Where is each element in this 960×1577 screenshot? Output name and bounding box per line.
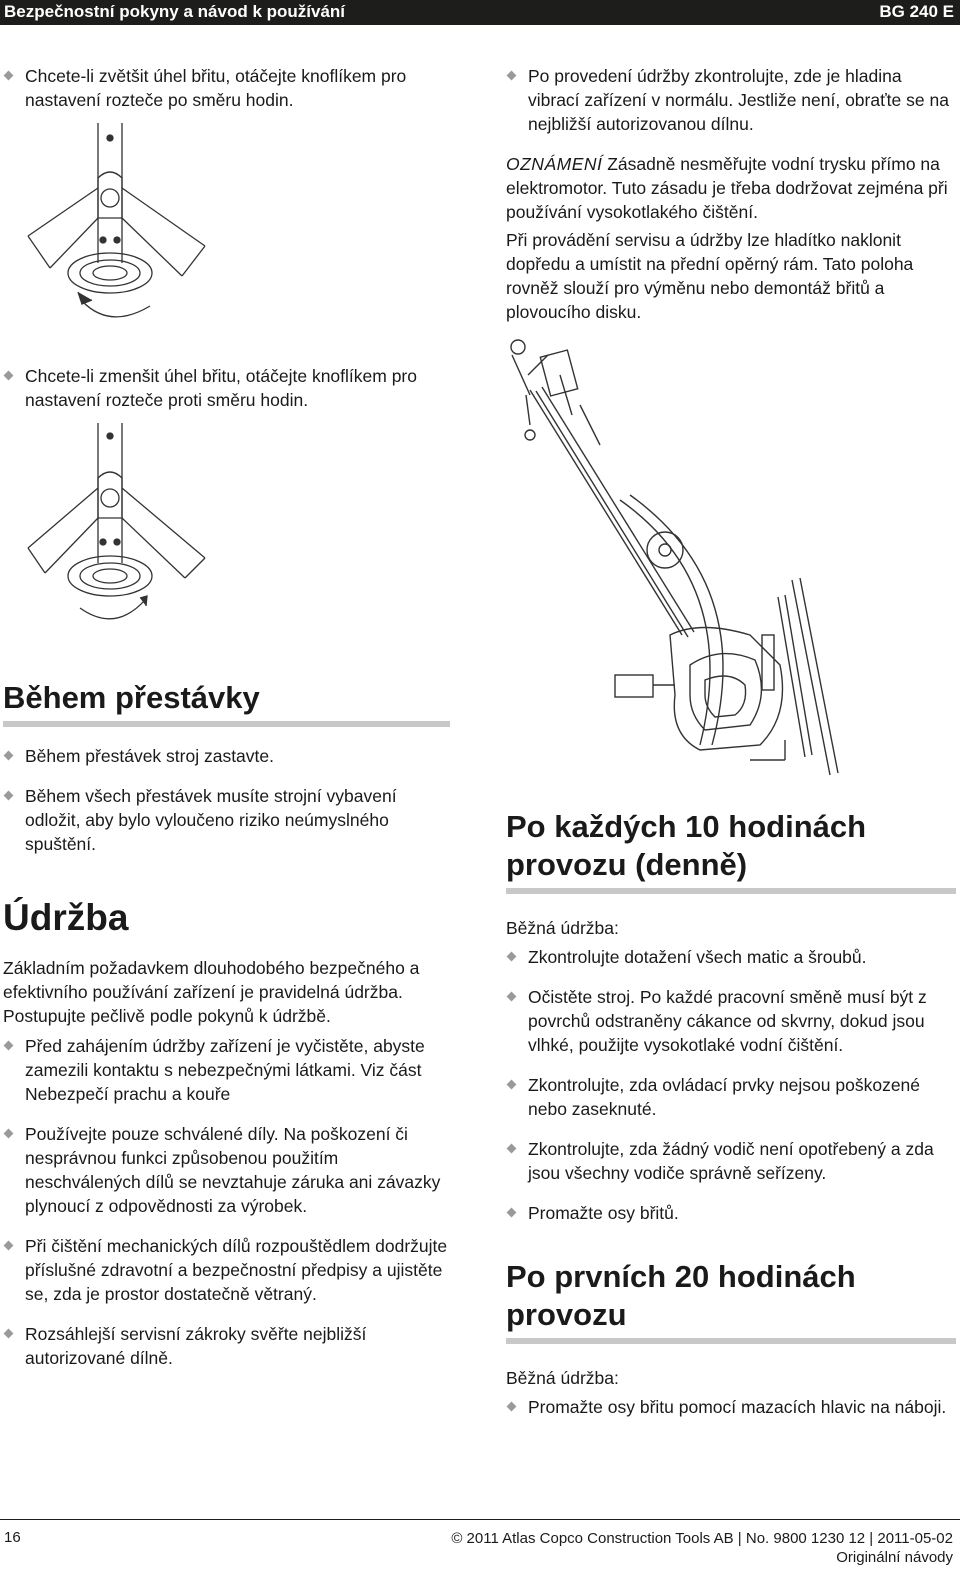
maintenance-item: Při čištění mechanických dílů rozpouštědlem dodržujte příslušné zdravotní a bezpečnostní předpisy a ujistěte se, zda je prostor dostatečně větraný.	[3, 1234, 458, 1306]
daily-item: Promažte osy břitů.	[506, 1201, 956, 1225]
daily-section	[506, 808, 956, 1225]
first20-heading: Po prvních 20 hodinách provozu	[506, 1259, 856, 1332]
daily-item: Zkontrolujte, zda žádný vodič není opotřebený a zda jsou všechny vodiče správně seřízeny.	[506, 1137, 956, 1185]
daily-item: Očistěte stroj. Po každé pracovní směně musí být z povrchů odstraněny cákance od skvrny, dokud jsou vlhké, použijte vysokotlaké vodní čištění.	[506, 985, 956, 1057]
service-paragraph: Při provádění servisu a údržby lze hladítko naklonit dopředu a umístit na přední opěrný rám. Tato poloha rovněž slouží pro výměnu nebo demontáž břitů a plovoucího disku.	[506, 230, 914, 322]
notice-paragraph	[506, 152, 956, 224]
daily-heading-rule	[506, 888, 956, 894]
break-item: Během přestávek stroj zastavte.	[3, 744, 450, 768]
first20-item: Promažte osy břitu pomocí mazacích hlavic na náboji.	[506, 1395, 956, 1419]
maintenance-item: Před zahájením údržby zařízení je vyčistěte, abyste zamezili kontaktu s nebezpečnými látkami. Viz část Nebezpečí prachu a kouře	[3, 1034, 458, 1106]
bullet-decrease-angle: Chcete-li zmenšit úhel břitu, otáčejte knoflíkem pro nastavení rozteče proti směru hodin.	[3, 364, 463, 412]
left-column-decrease	[3, 364, 463, 412]
daily-item: Zkontrolujte dotažení všech matic a šroubů.	[506, 945, 956, 969]
bullet-increase-angle: Chcete-li zvětšit úhel břitu, otáčejte knoflíkem pro nastavení rozteče po směru hodin.	[3, 64, 463, 112]
maintenance-intro: Základním požadavkem dlouhodobého bezpečného a efektivního používání zařízení je pravidelná údržba. Postupujte pečlivě podle pokynů k údržbě.	[3, 958, 420, 1026]
page-header	[0, 0, 960, 25]
bullet-after-maintenance: Po provedení údržby zkontrolujte, zde je hladina vibrací zařízení v normálu. Jestliže není, obraťte se na nejbližší autorizovanou dílnu.	[506, 64, 956, 136]
first20-section	[506, 1258, 956, 1419]
copyright-text: © 2011 Atlas Copco Construction Tools AB | No. 9800 1230 12 | 2011-05-02	[451, 1530, 953, 1547]
right-column-top	[506, 64, 956, 324]
header-title: Bezpečnostní pokyny a návod k používání	[4, 2, 346, 21]
footer-rule	[0, 1519, 960, 1520]
maintenance-item: Rozsáhlejší servisní zákroky svěřte nejbližší autorizované dílně.	[3, 1322, 458, 1370]
notice-text: Zásadně nesměřujte vodní trysku přímo na elektromotor. Tuto zásadu je třeba dodržovat zejména při používání vysokotlakého čištění.	[506, 154, 948, 222]
first20-heading-rule	[506, 1338, 956, 1344]
daily-item: Zkontrolujte, zda ovládací prvky nejsou poškozené nebo zaseknuté.	[506, 1073, 956, 1121]
left-column-top	[3, 64, 463, 112]
footer-copyright	[451, 1529, 953, 1567]
illustration-knob-counterclockwise	[20, 418, 220, 628]
page-number: 16	[4, 1529, 21, 1546]
daily-heading: Po každých 10 hodinách provozu (denně)	[506, 809, 867, 882]
header-model: BG 240 E	[879, 2, 954, 21]
notice-label: OZNÁMENÍ	[506, 154, 603, 174]
original-instructions: Originální návody	[836, 1549, 953, 1566]
maintenance-item: Používejte pouze schválené díly. Na poškození či nesprávnou funkci způsobenou použitím neschválených dílů se nevztahuje záruka ani závazky plynoucí z odpovědnosti za výrobek.	[3, 1122, 458, 1218]
break-section	[3, 679, 450, 856]
break-item: Během všech přestávek musíte strojní vybavení odložit, aby bylo vyloučeno riziko neúmyslného spuštění.	[3, 784, 450, 856]
maintenance-section	[3, 896, 458, 1370]
break-heading-rule	[3, 721, 450, 727]
illustration-machine-tilted	[500, 335, 840, 780]
maintenance-heading: Údržba	[3, 897, 129, 938]
illustration-knob-clockwise	[20, 118, 220, 328]
first20-subheading: Běžná údržba:	[506, 1368, 619, 1388]
daily-subheading: Běžná údržba:	[506, 918, 619, 938]
break-heading: Během přestávky	[3, 680, 260, 715]
